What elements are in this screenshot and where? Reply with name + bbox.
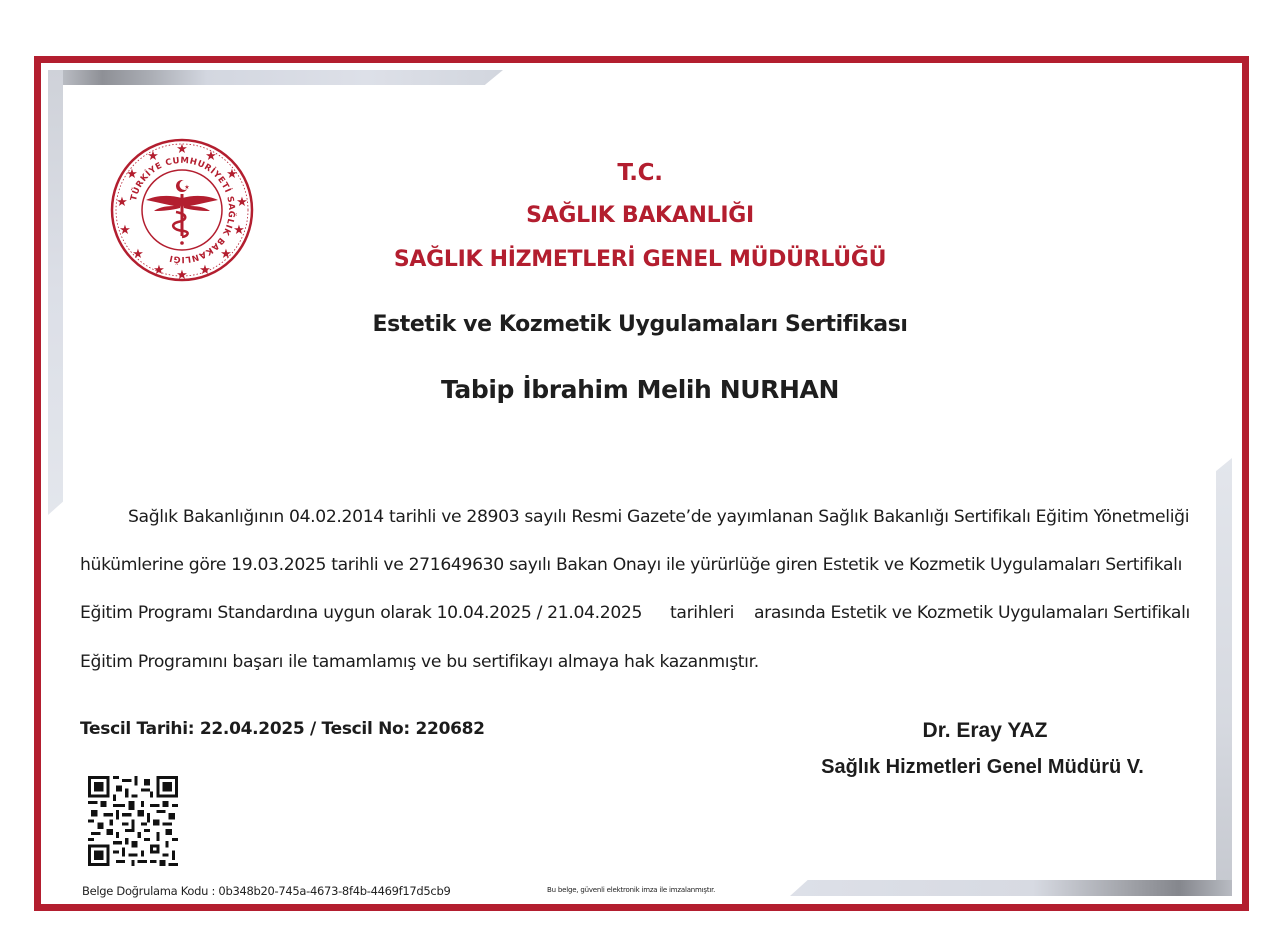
qr-code-icon[interactable]	[87, 776, 179, 866]
certificate-title: Estetik ve Kozmetik Uygulamaları Sertifikası	[372, 312, 908, 337]
decorative-band-top	[48, 70, 503, 85]
body-line-4: Eğitim Programını başarı ile tamamlamış ve bu sertifikayı almaya hak kazanmıştır.	[80, 652, 759, 672]
body-line-1: Sağlık Bakanlığının 04.02.2014 tarihli ve 28903 sayılı Resmi Gazete’de yayımlanan Sağlık Bakanlığı Sertifikalı Eğitim Yönetmeliği	[128, 507, 1190, 527]
decorative-band-bottom	[790, 880, 1232, 896]
esign-note: Bu belge, güvenli elektronik imza ile imzalanmıştır.	[547, 886, 716, 894]
svg-text:★: ★	[233, 222, 245, 237]
registration-info: Tescil Tarihi: 22.04.2025 / Tescil No: 220682	[80, 719, 485, 739]
svg-text:★: ★	[126, 166, 138, 181]
header-directorate: SAĞLIK HİZMETLERİ GENEL MÜDÜRLÜĞÜ	[393, 247, 887, 272]
svg-text:★: ★	[119, 222, 131, 237]
decorative-band-right	[1216, 458, 1232, 896]
svg-text:★: ★	[199, 262, 211, 277]
svg-text:★: ★	[176, 141, 188, 156]
header-tc: T.C.	[617, 160, 663, 186]
decorative-band-left	[48, 70, 63, 515]
svg-text:★: ★	[184, 185, 190, 191]
svg-text:TÜRKİYE CUMHURİYETİ SAĞLIK BAK: TÜRKİYE CUMHURİYETİ SAĞLIK BAKANLIĞI	[128, 155, 237, 265]
body-line-2: hükümlerine göre 19.03.2025 tarihli ve 271649630 sayılı Bakan Onayı ile yürürlüğe giren Estetik ve Kozmetik Uygulamaları Sertifikalı	[80, 555, 1183, 575]
certificate-holder: Tabip İbrahim Melih NURHAN	[440, 375, 840, 404]
svg-text:★: ★	[147, 148, 159, 163]
svg-text:★: ★	[132, 246, 144, 261]
svg-text:★: ★	[153, 262, 165, 277]
verification-code: Belge Doğrulama Kodu : 0b348b20-745a-4673-8f4b-4469f17d5cb9	[82, 884, 451, 898]
header-ministry: SAĞLIK BAKANLIĞI	[526, 203, 754, 228]
svg-text:★: ★	[220, 246, 232, 261]
svg-text:★: ★	[176, 267, 188, 282]
svg-text:★: ★	[116, 194, 128, 209]
body-line-3-tarihleri: tarihleri	[670, 603, 735, 623]
signatory-title: Sağlık Hizmetleri Genel Müdürü V.	[821, 756, 1144, 778]
svg-text:★: ★	[205, 148, 217, 163]
body-line-3-end: arasında Estetik ve Kozmetik Uygulamaları Sertifikalı	[754, 603, 1190, 623]
svg-text:★: ★	[236, 194, 248, 209]
signatory-name: Dr. Eray YAZ	[922, 719, 1048, 742]
body-line-3-dates: Eğitim Programı Standardına uygun olarak 10.04.2025 / 21.04.2025	[80, 603, 643, 623]
svg-text:★: ★	[226, 166, 238, 181]
